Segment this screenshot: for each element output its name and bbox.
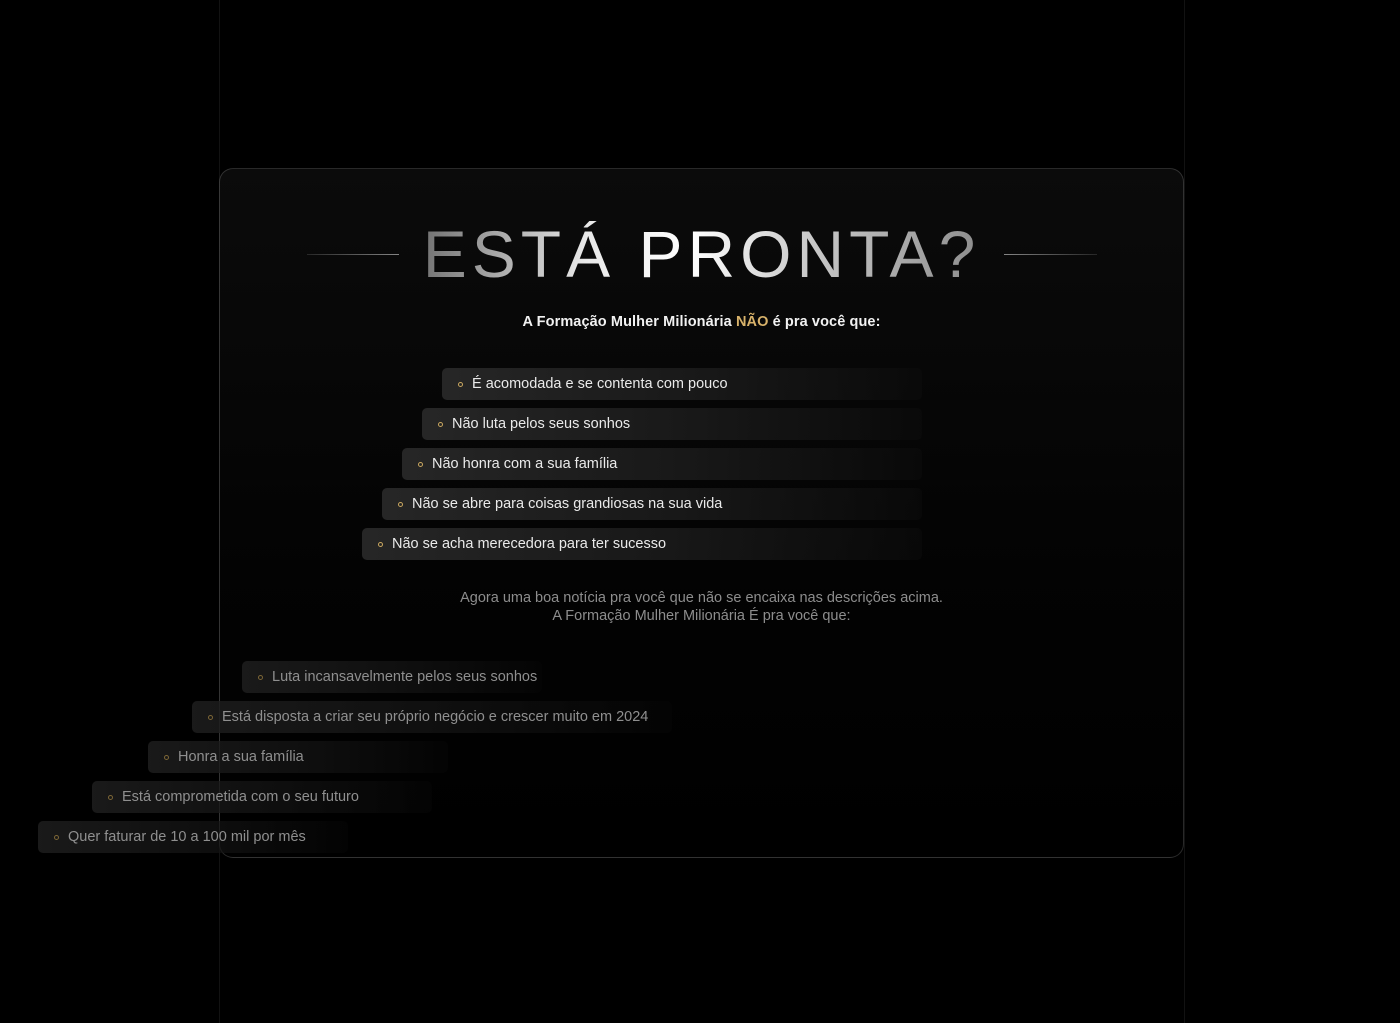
negative-item-label: Não luta pelos seus sonhos [452,416,631,432]
transition-text-line-1: Agora uma boa notícia pra você que não se encaixa nas descrições acima. [460,590,943,606]
negative-item-label: Não honra com a sua família [432,456,618,472]
negative-criteria-list [220,364,1183,564]
negative-item-label: Não se abre para coisas grandiosas na sua vida [412,496,723,512]
positive-item-label: Luta incansavelmente pelos seus sonhos [272,669,538,685]
negative-item-label: É acomodada e se contenta com pouco [472,376,728,392]
bullet-circle-icon [418,462,423,467]
positive-item-label: Quer faturar de 10 a 100 mil por mês [68,829,306,845]
subheadline-suffix: é pra você que: [768,314,881,330]
positive-item-1 [192,701,672,733]
list-item [68,817,1183,857]
bullet-circle-icon [378,542,383,547]
list-item [178,737,1183,777]
list-item [220,444,1183,484]
list-item [220,697,1183,737]
positive-item-label: Honra a sua família [178,749,304,765]
negative-item-4 [362,528,922,560]
positive-item-2 [148,741,448,773]
headline-rule-right [1004,254,1096,255]
positive-item-label: Está disposta a criar seu próprio negócio e crescer muito em 2024 [222,709,649,725]
layout-guide-right [1184,0,1185,1023]
transition-text [220,589,1183,625]
negative-item-1 [422,408,922,440]
list-item [220,524,1183,564]
content-panel [68,168,1184,858]
page-title: ESTÁ PRONTA? [417,221,987,287]
list-item [122,777,1183,817]
bullet-circle-icon [108,795,113,800]
negative-item-label: Não se acha merecedora para ter sucesso [392,536,667,552]
list-item [220,404,1183,444]
subheadline-prefix: A Formação Mulher Milionária [522,314,736,330]
bullet-circle-icon [54,835,59,840]
bullet-circle-icon [258,675,263,680]
positive-item-3 [92,781,432,813]
positive-item-0 [242,661,542,693]
list-item [220,657,1183,697]
positive-item-4 [38,821,348,853]
bullet-circle-icon [438,422,443,427]
positive-item-label: Está comprometida com o seu futuro [122,789,359,805]
transition-text-line-2: A Formação Mulher Milionária É pra você que: [552,608,851,625]
positive-criteria-list [68,657,1183,857]
headline-block [307,217,1097,291]
bullet-circle-icon [398,502,403,507]
negative-item-0 [442,368,922,400]
list-item [220,484,1183,524]
subheadline-accent: NÃO [735,314,769,330]
list-item [220,364,1183,404]
subheadline [220,314,1183,330]
bullet-circle-icon [458,382,463,387]
negative-item-3 [382,488,922,520]
headline-rule-left [307,254,399,255]
bullet-circle-icon [208,715,213,720]
bullet-circle-icon [164,755,169,760]
negative-item-2 [402,448,922,480]
